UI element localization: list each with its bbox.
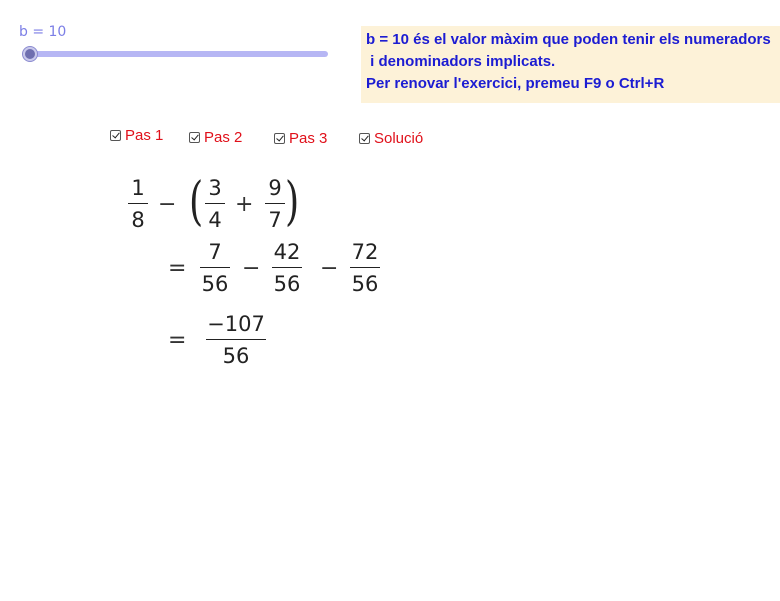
checkbox-pas-3-box[interactable]: [274, 133, 285, 144]
slider-track[interactable]: [24, 51, 328, 57]
slider-label: b = 10: [19, 24, 67, 40]
step2-fraction-result: [206, 312, 266, 368]
expr-fraction-3: [265, 176, 285, 232]
step2-fraction-result-numerator: −107: [207, 312, 265, 336]
step1-fraction-1: [200, 240, 230, 296]
expr-fraction-3-numerator: 9: [268, 176, 282, 200]
checkbox-pas-3[interactable]: [274, 130, 327, 147]
step1-fraction-3-numerator: 72: [351, 240, 379, 264]
fraction-bar: [205, 203, 225, 204]
expr-fraction-1-denominator: 8: [131, 208, 145, 233]
info-line-3: Per renovar l'exercici, premeu F9 o Ctrl+R: [366, 75, 665, 92]
fraction-bar: [200, 267, 230, 268]
expr-operator-2: +: [235, 192, 254, 217]
info-box: [361, 26, 780, 103]
expr-paren-open: (: [189, 172, 204, 232]
expr-fraction-2: [205, 176, 225, 232]
step1-fraction-2-numerator: 42: [273, 240, 301, 264]
checkbox-pas-1[interactable]: [110, 127, 163, 144]
expr-fraction-3-denominator: 7: [268, 208, 282, 233]
checkbox-pas-3-label: Pas 3: [289, 130, 328, 147]
expr-paren-close: ): [285, 172, 300, 232]
step1-fraction-1-numerator: 7: [208, 240, 222, 264]
expr-operator-1: −: [158, 192, 177, 217]
info-line-1: b = 10 és el valor màxim que poden tenir els numeradors: [366, 31, 771, 48]
info-line-2: i denominadors implicats.: [366, 53, 556, 70]
step2-equals: =: [168, 328, 187, 353]
expr-fraction-1-numerator: 1: [131, 176, 145, 200]
checkbox-pas-1-box[interactable]: [110, 130, 121, 141]
checkbox-pas-2[interactable]: [189, 129, 242, 146]
fraction-bar: [265, 203, 285, 204]
step2-fraction-result-denominator: 56: [222, 344, 250, 369]
expr-fraction-2-numerator: 3: [208, 176, 222, 200]
checkbox-solucio-label: Solució: [374, 130, 424, 147]
slider-handle[interactable]: [23, 47, 37, 61]
checkbox-pas-2-label: Pas 2: [204, 129, 243, 146]
fraction-bar: [128, 203, 148, 204]
fraction-bar: [272, 267, 302, 268]
step1-fraction-1-denominator: 56: [201, 272, 229, 297]
step1-operator-2: −: [320, 256, 339, 281]
fraction-bar: [350, 267, 380, 268]
checkbox-pas-1-label: Pas 1: [125, 127, 164, 144]
checkbox-pas-2-box[interactable]: [189, 132, 200, 143]
step1-fraction-2-denominator: 56: [273, 272, 301, 297]
expr-fraction-2-denominator: 4: [208, 208, 222, 233]
step1-equals: =: [168, 256, 187, 281]
step1-fraction-3-denominator: 56: [351, 272, 379, 297]
checkbox-solucio[interactable]: [359, 130, 423, 147]
step1-fraction-2: [272, 240, 302, 296]
expr-fraction-1: [128, 176, 148, 232]
checkbox-solucio-box[interactable]: [359, 133, 370, 144]
fraction-bar: [206, 339, 266, 340]
step1-operator-1: −: [242, 256, 261, 281]
step1-fraction-3: [350, 240, 380, 296]
